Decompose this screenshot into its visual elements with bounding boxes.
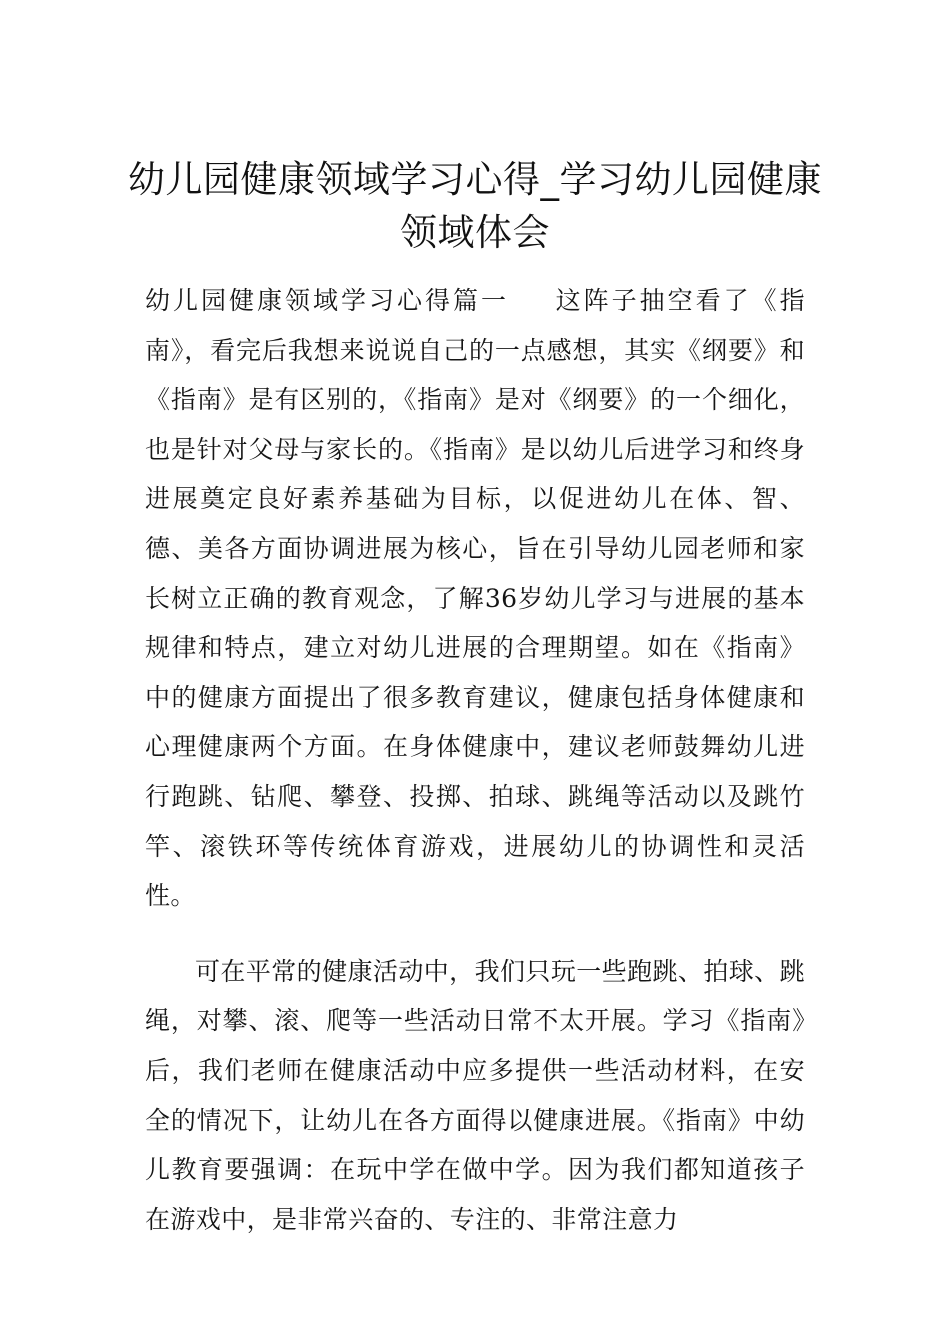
- document-body: [145, 276, 805, 1244]
- paragraph-1: [145, 276, 805, 921]
- section-heading: 幼儿园健康领域学习心得篇一: [145, 286, 509, 315]
- paragraph-1-text: 这阵子抽空看了《指南》，看完后我想来说说自己的一点感想，其实《纲要》和《指南》是有区别的，《指南》是对《纲要》的一个细化，也是针对父母与家长的。《指南》是以幼儿后进学习和终身进展奠定良好素养基础为目标，以促进幼儿在体、智、德、美各方面协调进展为核心，旨在引导幼儿园老师和家长树立正确的教育观念，了解36岁幼儿学习与进展的基本规律和特点，建立对幼儿进展的合理期望。如在《指南》中的健康方面提出了很多教育建议，健康包括身体健康和心理健康两个方面。在身体健康中，建议老师鼓舞幼儿进行跑跳、钻爬、攀登、投掷、拍球、跳绳等活动以及跳竹竿、滚铁环等传统体育游戏，进展幼儿的协调性和灵活性。: [145, 286, 805, 911]
- document-title: 幼儿园健康领域学习心得_学习幼儿园健康领域体会: [128, 157, 822, 254]
- paragraph-2: 可在平常的健康活动中，我们只玩一些跑跳、拍球、跳绳，对攀、滚、爬等一些活动日常不太开展。学习《指南》后，我们老师在健康活动中应多提供一些活动材料，在安全的情况下，让幼儿在各方面得以健康进展。《指南》中幼儿教育要强调：在玩中学在做中学。因为我们都知道孩子在游戏中，是非常兴奋的、专注的、非常注意力: [145, 956, 805, 1234]
